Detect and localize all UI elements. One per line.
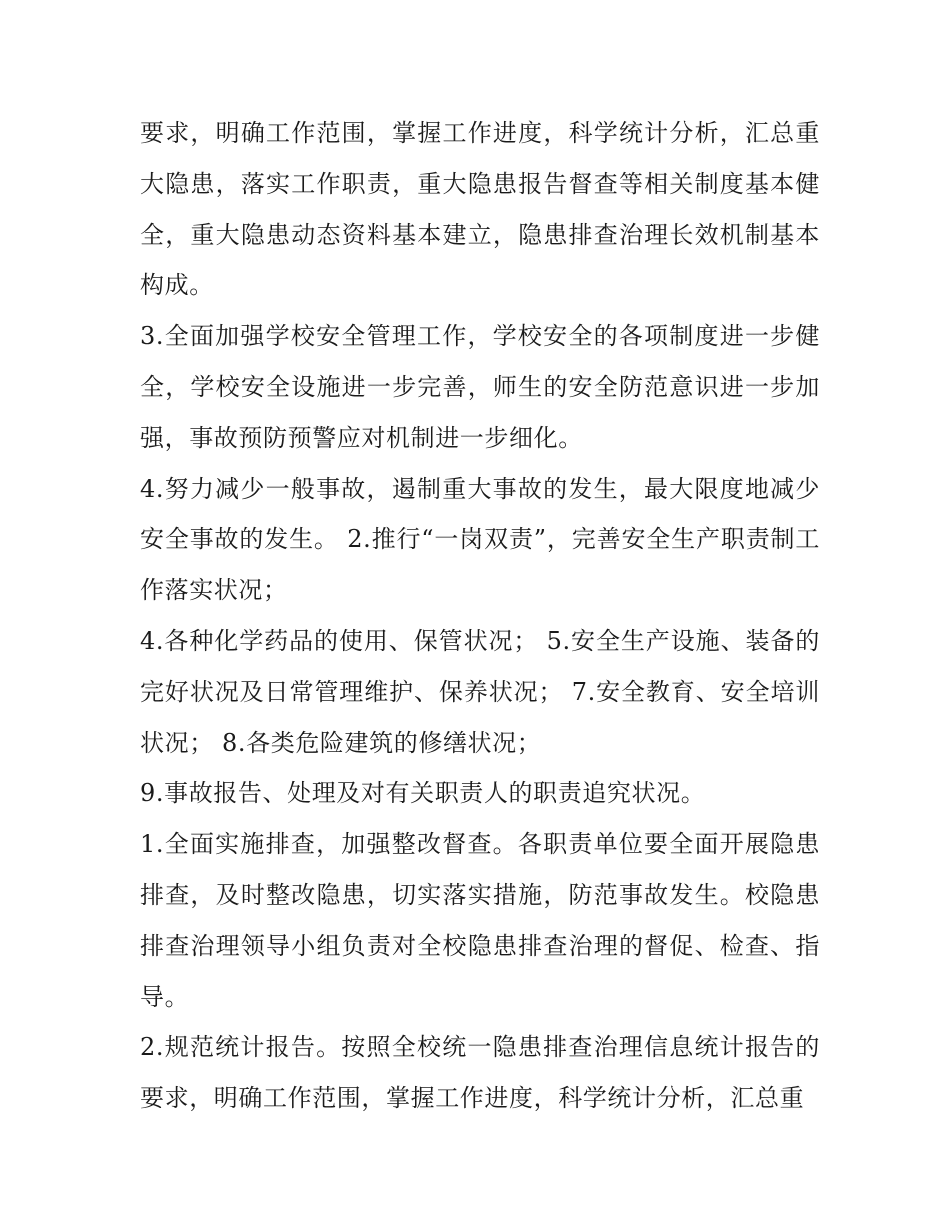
paragraph-6: 1.全面实施排查，加强整改督查。各职责单位要全面开展隐患排查，及时整改隐患，切实落实措施，防范事故发生。校隐患排查治理领导小组负责对全校隐患排查治理的督促、检查、指导。 (140, 830, 820, 1011)
paragraph-4: 4.各种化学药品的使用、保管状况； 5.安全生产设施、装备的完好状况及日常管理维护、保养状况； 7.安全教育、安全培训状况； 8.各类危险建筑的修缮状况； (140, 626, 820, 757)
paragraph-1: 要求，明确工作范围，掌握工作进度，科学统计分析，汇总重大隐患，落实工作职责，重大隐患报告督查等相关制度基本健全，重大隐患动态资料基本建立，隐患排查治理长效机制基本构成。 (140, 119, 820, 300)
paragraph-7: 2.规范统计报告。按照全校统一隐患排查治理信息统计报告的要求，明确工作范围，掌握工作进度，科学统计分析，汇总重 (140, 1033, 820, 1113)
document-body (140, 108, 820, 1124)
paragraph-3: 4.努力减少一般事故，遏制重大事故的发生，最大限度地减少安全事故的发生。 2.推行“一岗双责”，完善安全生产职责制工作落实状况； (140, 474, 820, 605)
paragraph-5: 9.事故报告、处理及对有关职责人的职责追究状况。 (140, 779, 706, 808)
paragraph-2: 3.全面加强学校安全管理工作，学校安全的各项制度进一步健全，学校安全设施进一步完善，师生的安全防范意识进一步加强，事故预防预警应对机制进一步细化。 (140, 322, 820, 452)
